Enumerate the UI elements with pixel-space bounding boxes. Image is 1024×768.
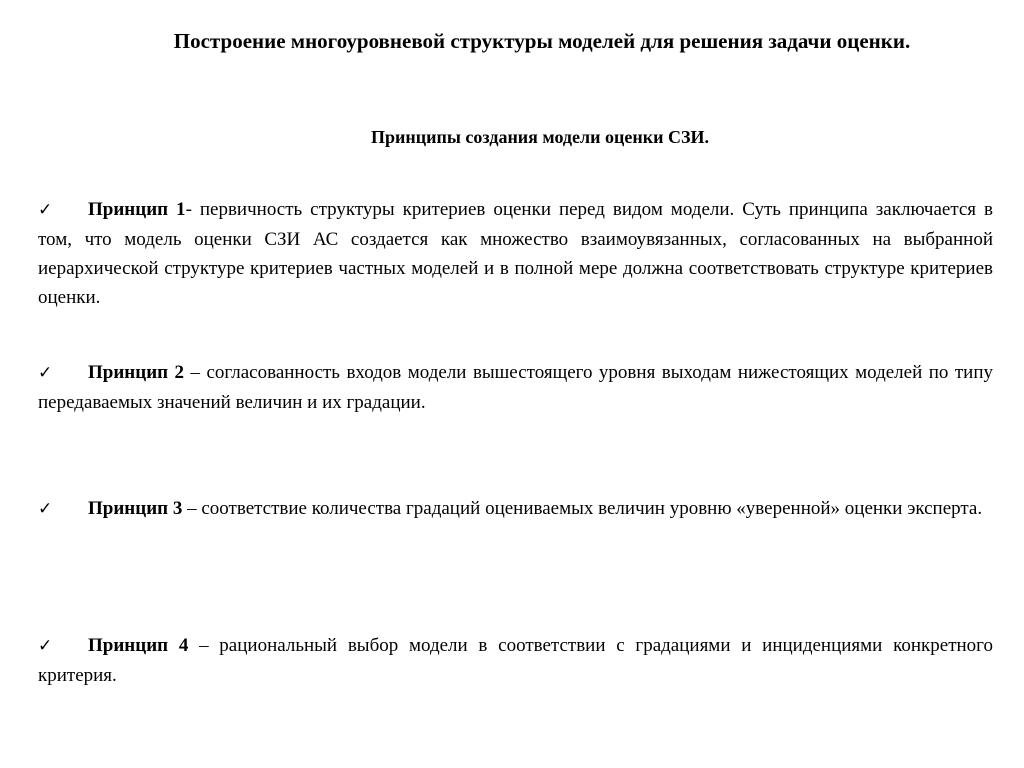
principle-4-name: Принцип 4 <box>88 635 189 656</box>
checkmark-icon: ✓ <box>38 200 53 220</box>
slide-subtitle: Принципы создания модели оценки СЗИ. <box>371 127 709 147</box>
principle-3-text: – соответствие количества градаций оцениваемых величин уровню «уверенной» оценки эксперта. <box>182 498 983 519</box>
principle-1-text: - первичность структуры критериев оценки перед видом модели. Суть принципа заключается в том, что модель оценки СЗИ АС создается как множество взаимоувязанных, согласованных на выбранной иерархической структуре критериев частных моделей и в полной мере должна соответствовать структуре критериев оценки. <box>38 199 993 308</box>
principle-2-text: – согласованность входов модели вышестоящего уровня выходам нижестоящих моделей по типу передаваемых значений величин и их градации. <box>38 362 993 413</box>
principle-2 <box>38 358 993 417</box>
principle-3-name: Принцип 3 <box>88 498 183 519</box>
principle-1-name: Принцип 1 <box>88 199 186 220</box>
principle-2-name: Принцип 2 <box>88 362 185 383</box>
checkmark-icon: ✓ <box>38 636 53 656</box>
checkmark-icon: ✓ <box>38 499 53 519</box>
slide-title: Построение многоуровневой структуры моделей для решения задачи оценки. <box>173 29 911 53</box>
principle-3 <box>38 494 993 524</box>
principle-1 <box>38 195 993 312</box>
principle-4-text: – рациональный выбор модели в соответствии с градациями и инциденциями конкретного критерия. <box>38 635 993 686</box>
checkmark-icon: ✓ <box>38 363 53 383</box>
principle-4 <box>38 631 993 690</box>
